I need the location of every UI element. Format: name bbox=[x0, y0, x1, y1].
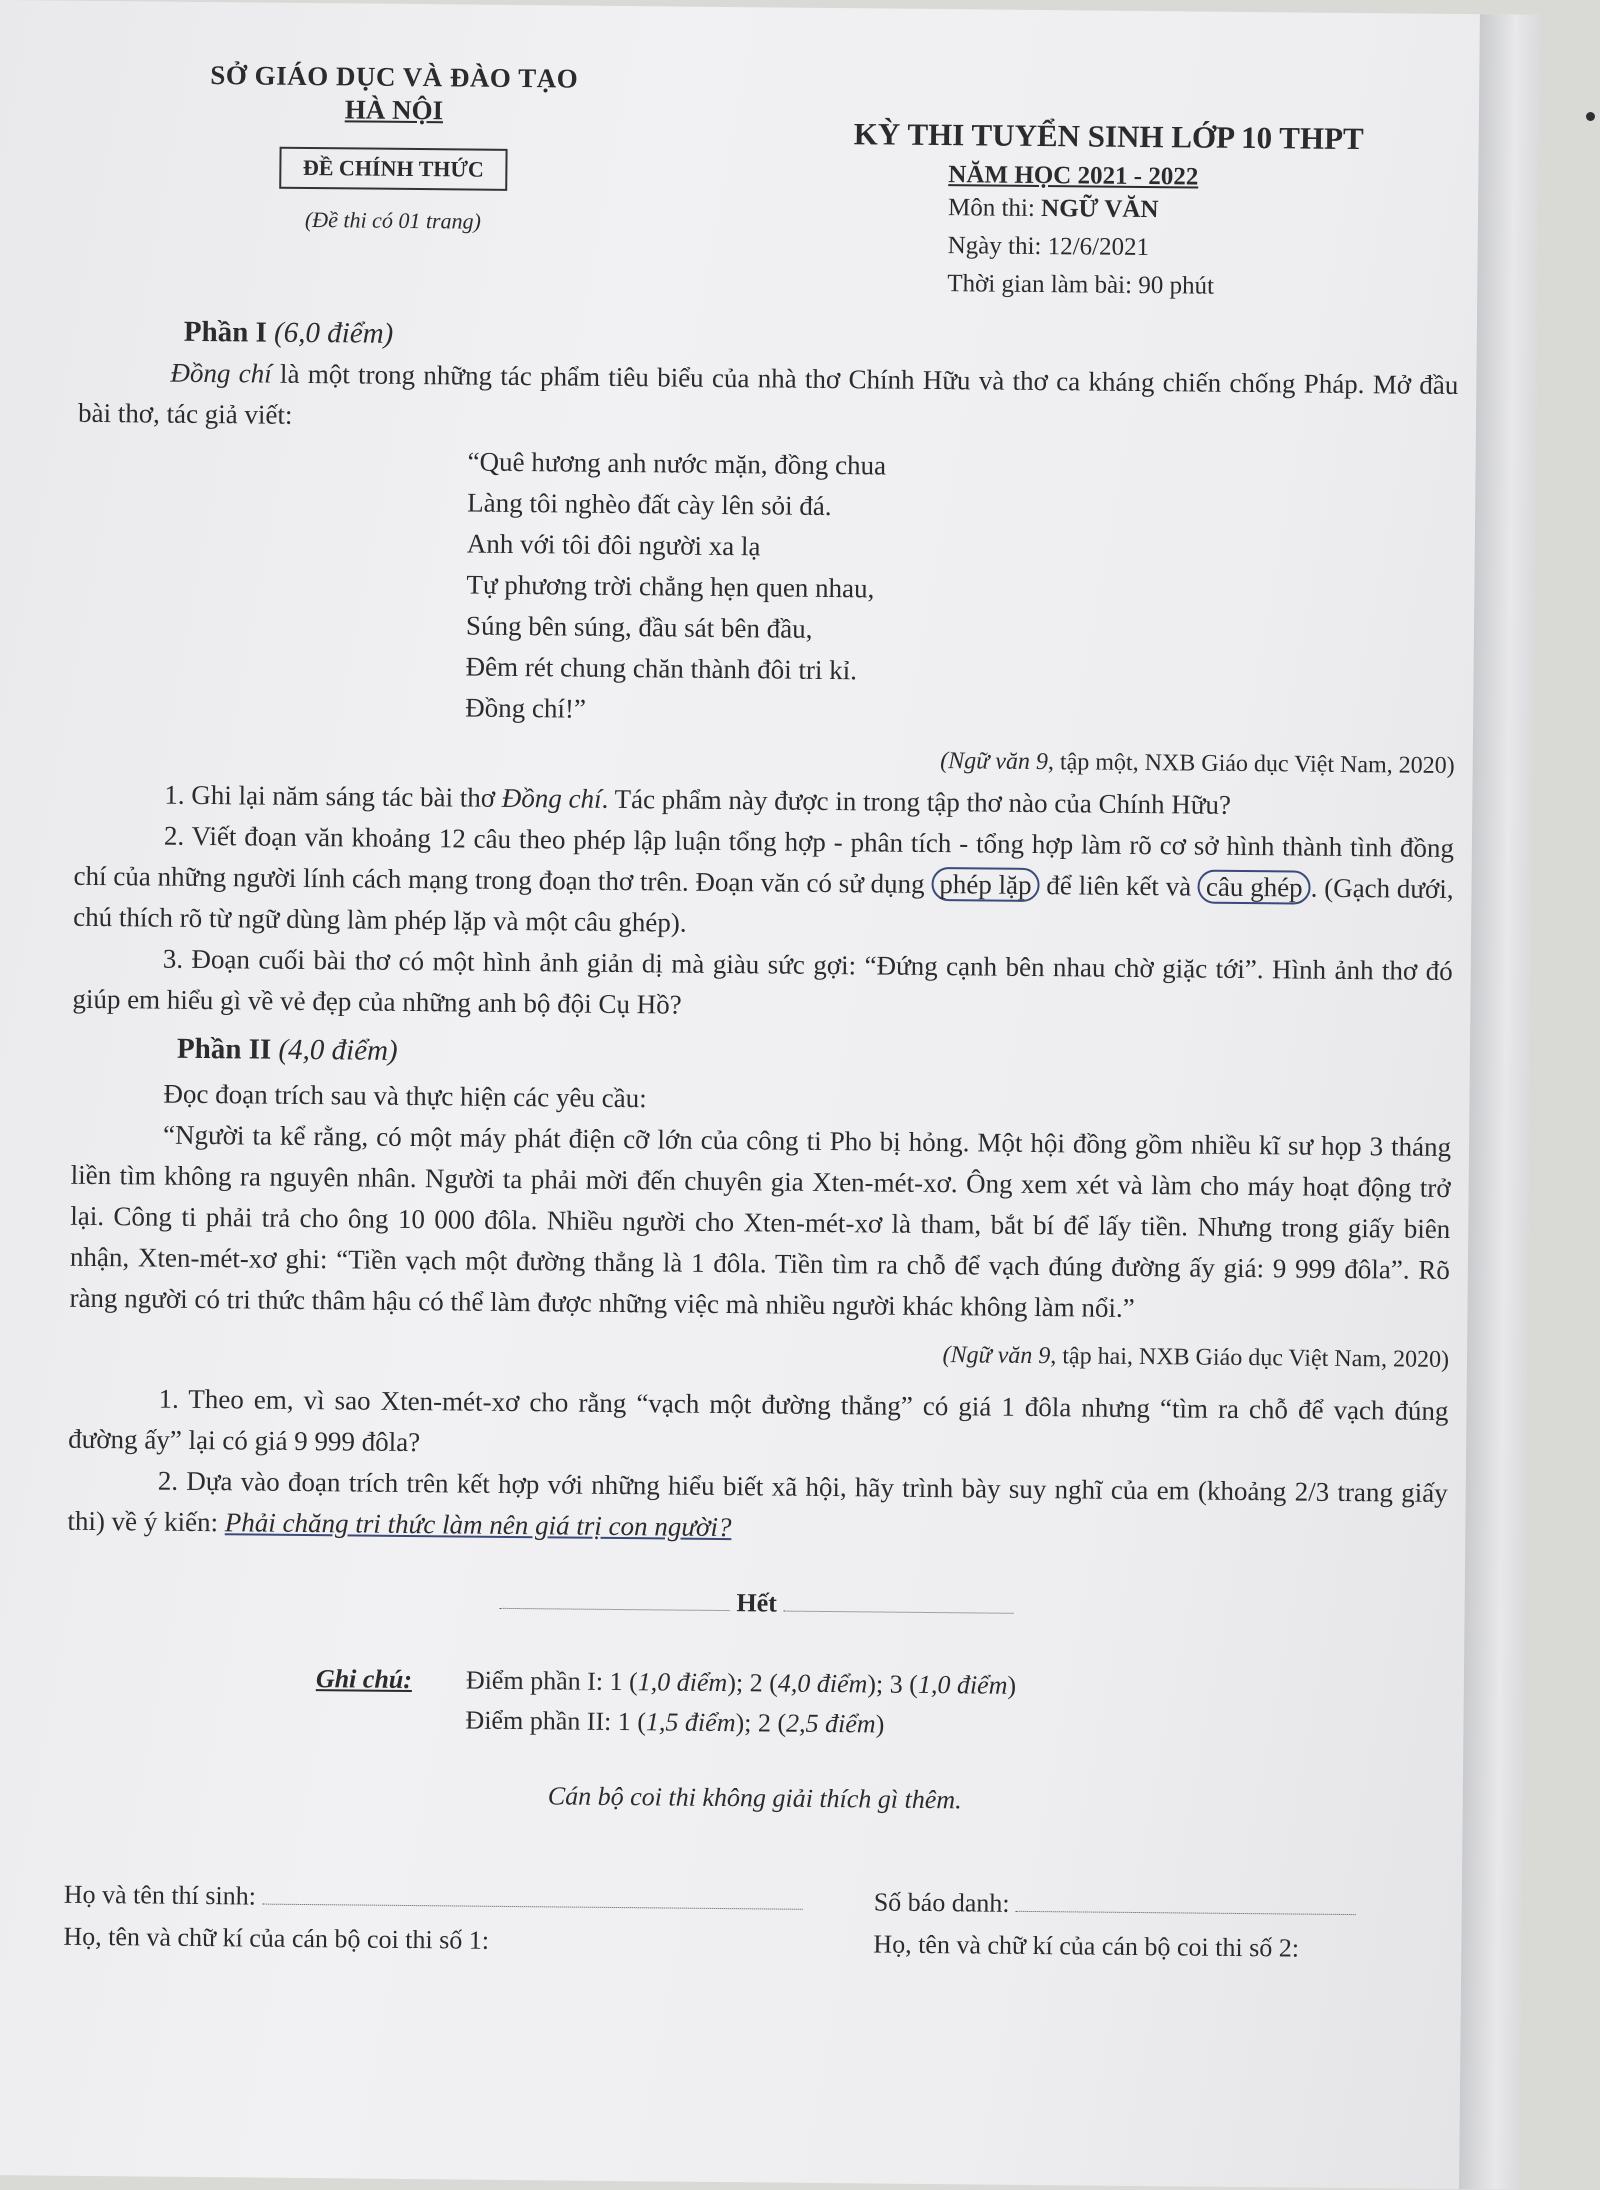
end-label: Hết bbox=[736, 1588, 777, 1618]
duration-line bbox=[947, 265, 1417, 308]
official-label: ĐỀ CHÍNH THỨC bbox=[279, 147, 508, 191]
part2-points: (4,0 điểm) bbox=[278, 1033, 398, 1067]
department-name: SỞ GIÁO DỤC VÀ ĐÀO TẠO bbox=[210, 60, 579, 94]
source-detail: , tập hai, NXB Giáo dục Việt Nam, 2020) bbox=[1050, 1343, 1450, 1373]
note-line-2 bbox=[465, 1701, 1016, 1746]
candidate-id-field bbox=[874, 1881, 1357, 1928]
poem-line: Súng bên súng, đầu sát bên đầu, bbox=[465, 610, 813, 644]
note-lines bbox=[465, 1661, 1016, 1746]
note-points: 1,0 điểm bbox=[637, 1667, 728, 1698]
exam-info-block bbox=[797, 116, 1419, 308]
poem-line: “Quê hương anh nước mặn, đồng chua bbox=[467, 446, 887, 481]
poem-title: Đồng chí bbox=[170, 357, 272, 389]
intro-text: là một trong những tác phẩm tiêu biểu của nhà thơ Chính Hữu và thơ ca kháng chiến chống Pháp. Mở đầu bài thơ, tác giả viết: bbox=[77, 358, 1459, 430]
poem-line: Làng tôi nghèo đất cày lên sỏi đá. bbox=[467, 487, 832, 522]
signature-block bbox=[63, 1874, 1444, 1971]
note-text: ) bbox=[1007, 1670, 1017, 1700]
q-text: . (Gạch dưới, chú thích rõ từ ngữ dùng làm phép lặp và một câu ghép). bbox=[73, 872, 1454, 938]
date-line bbox=[947, 227, 1417, 270]
source-book: (Ngữ văn 9 bbox=[940, 748, 1049, 776]
part2-question-1: 1. Theo em, vì sao Xten-mét-xơ cho rằng “vạch một đường thẳng” có giá 1 đôla nhưng “tìm ra chỗ để vạch đúng đường ấy” lại có giá 9 999 đôla? bbox=[68, 1383, 1449, 1458]
proctor-2-label: Họ, tên và chữ kí của cán bộ coi thi số 2: bbox=[873, 1929, 1300, 1963]
dotted-line bbox=[1016, 1911, 1356, 1915]
duration-label: Thời gian làm bài: bbox=[947, 270, 1133, 299]
stray-dot bbox=[1586, 112, 1595, 121]
date-label: Ngày thi: bbox=[947, 232, 1042, 261]
q-text: 1. Ghi lại năm sáng tác bài thơ bbox=[164, 779, 502, 813]
note-text: ) bbox=[875, 1709, 885, 1739]
part2-title: Phần II bbox=[176, 1032, 272, 1066]
paper-edge bbox=[1459, 14, 1540, 2189]
part2-heading bbox=[177, 1029, 1452, 1082]
note-line-1 bbox=[466, 1661, 1017, 1706]
dotted-line bbox=[262, 1904, 802, 1910]
exam-title: KỲ THI TUYỂN SINH LỚP 10 THPT bbox=[853, 116, 1364, 157]
part2-question-2 bbox=[67, 1460, 1448, 1555]
part1-points: (6,0 điểm) bbox=[273, 316, 394, 350]
part1-intro bbox=[78, 352, 1459, 447]
q-text: 2. Viết đoạn văn khoảng 12 câu theo phép lập luận tổng hợp - phân tích - tổng hợp làm rõ cơ sở hình thành tình đồng chí của những người lính cách mạng trong đoạn thơ trên. Đoạn văn có sử dụng bbox=[73, 820, 1455, 899]
note-text: ); 2 ( bbox=[735, 1708, 787, 1738]
part1-question-3: 3. Đoạn cuối bài thơ có một hình ảnh giản dị mà giàu sức gợi: “Đứng cạnh bên nhau chờ giặc tới”. Hình ảnh thơ đó giúp em hiểu gì về vẻ đẹp của những anh bộ đội Cụ Hồ? bbox=[72, 943, 1453, 1020]
part1-title: Phần I bbox=[183, 315, 267, 349]
date-value: 12/6/2021 bbox=[1047, 233, 1150, 262]
q-text: 2. Dựa vào đoạn trích trên kết hợp với những hiểu biết xã hội, hãy trình bày suy nghĩ của em (khoảng 2/3 trang giấy thi) về ý kiến: bbox=[67, 1465, 1448, 1538]
issuer-block bbox=[148, 59, 640, 236]
q-quote: Phải chăng tri thức làm nên giá trị con người? bbox=[224, 1507, 732, 1543]
poem-line: Đồng chí!” bbox=[465, 692, 587, 724]
part1-question-2 bbox=[73, 815, 1454, 951]
note-points: 4,0 điểm bbox=[777, 1668, 868, 1699]
part2-source bbox=[69, 1327, 1449, 1381]
dotted-line bbox=[783, 1611, 1013, 1614]
exam-body bbox=[63, 311, 1459, 1971]
note-text: ); 2 ( bbox=[727, 1668, 778, 1698]
dotted-line bbox=[500, 1608, 730, 1611]
note-points: 2,5 điểm bbox=[785, 1708, 876, 1739]
circled-term: phép lặp bbox=[931, 867, 1040, 902]
note-points: 1,5 điểm bbox=[645, 1707, 736, 1738]
candidate-id-label: Số báo danh: bbox=[873, 1887, 1010, 1918]
circled-term: câu ghép bbox=[1198, 870, 1311, 905]
school-year: NĂM HỌC 2021 - 2022 bbox=[948, 161, 1199, 191]
note-label: Ghi chú: bbox=[315, 1664, 413, 1695]
subject-line bbox=[948, 189, 1418, 232]
part2-excerpt: “Người ta kể rằng, có một máy phát điện cỡ lớn của công ti Pho bị hỏng. Một hội đồng gồm nhiều kĩ sư họp 3 tháng liền tìm không ra nguyên nhân. Người ta phải mời đến chuyên gia Xten-mét-xơ. Ông xem xét và làm cho máy hoạt động trở lại. Công ti phải trả cho ông 10 000 đôla. Nhiều người cho Xten-mét-xơ là tham, bắt bí để lấy tiền. Nhưng trong giấy biên nhận, Xten-mét-xơ ghi: “Tiền vạch một đường thẳng là 1 đôla. Tiền tìm ra chỗ để vạch đúng đường ấy giá: 9 999 đôla”. Rõ ràng người có tri thức thâm hậu có thể làm được những việc mà nhiều người khác không làm nổi.” bbox=[69, 1119, 1452, 1323]
q-text: . Tác phẩm này được in trong tập thơ nào của Chính Hữu? bbox=[601, 783, 1232, 820]
closing-note: Cán bộ coi thi không giải thích gì thêm. bbox=[547, 1781, 962, 1815]
proctor-1-label: Họ, tên và chữ kí của cán bộ coi thi số 1: bbox=[63, 1921, 490, 1955]
poem bbox=[465, 442, 1458, 738]
candidate-name-label: Họ và tên thí sinh: bbox=[63, 1879, 257, 1911]
q-title: Đồng chí bbox=[501, 782, 602, 814]
note-text: Điểm phần I: 1 ( bbox=[465, 1665, 638, 1697]
city-name: HÀ NỘI bbox=[344, 94, 444, 126]
poem-line: Tự phương trời chẳng hẹn quen nhau, bbox=[466, 569, 875, 604]
q-text: để liên kết và bbox=[1039, 870, 1199, 902]
page-count-note: (Đề thi có 01 trang) bbox=[304, 206, 482, 234]
end-marker bbox=[66, 1576, 1446, 1630]
note-text: ); 3 ( bbox=[867, 1669, 919, 1699]
note-points: 1,0 điểm bbox=[917, 1669, 1008, 1700]
subject-value: NGỮ VĂN bbox=[1040, 195, 1159, 224]
poem-line: Đêm rét chung chăn thành đôi tri kỉ. bbox=[465, 651, 858, 686]
poem-line: Anh với tôi đôi người xa lạ bbox=[466, 528, 761, 562]
part2-instruction: Đọc đoạn trích sau và thực hiện các yêu cầu: bbox=[163, 1078, 647, 1114]
subject-label: Môn thi: bbox=[947, 194, 1036, 222]
source-detail: , tập một, NXB Giáo dục Việt Nam, 2020) bbox=[1047, 749, 1455, 779]
grading-note bbox=[315, 1659, 1446, 1750]
note-text: Điểm phần II: 1 ( bbox=[465, 1705, 647, 1737]
duration-value: 90 phút bbox=[1138, 271, 1215, 300]
source-book: (Ngữ văn 9 bbox=[942, 1342, 1051, 1370]
